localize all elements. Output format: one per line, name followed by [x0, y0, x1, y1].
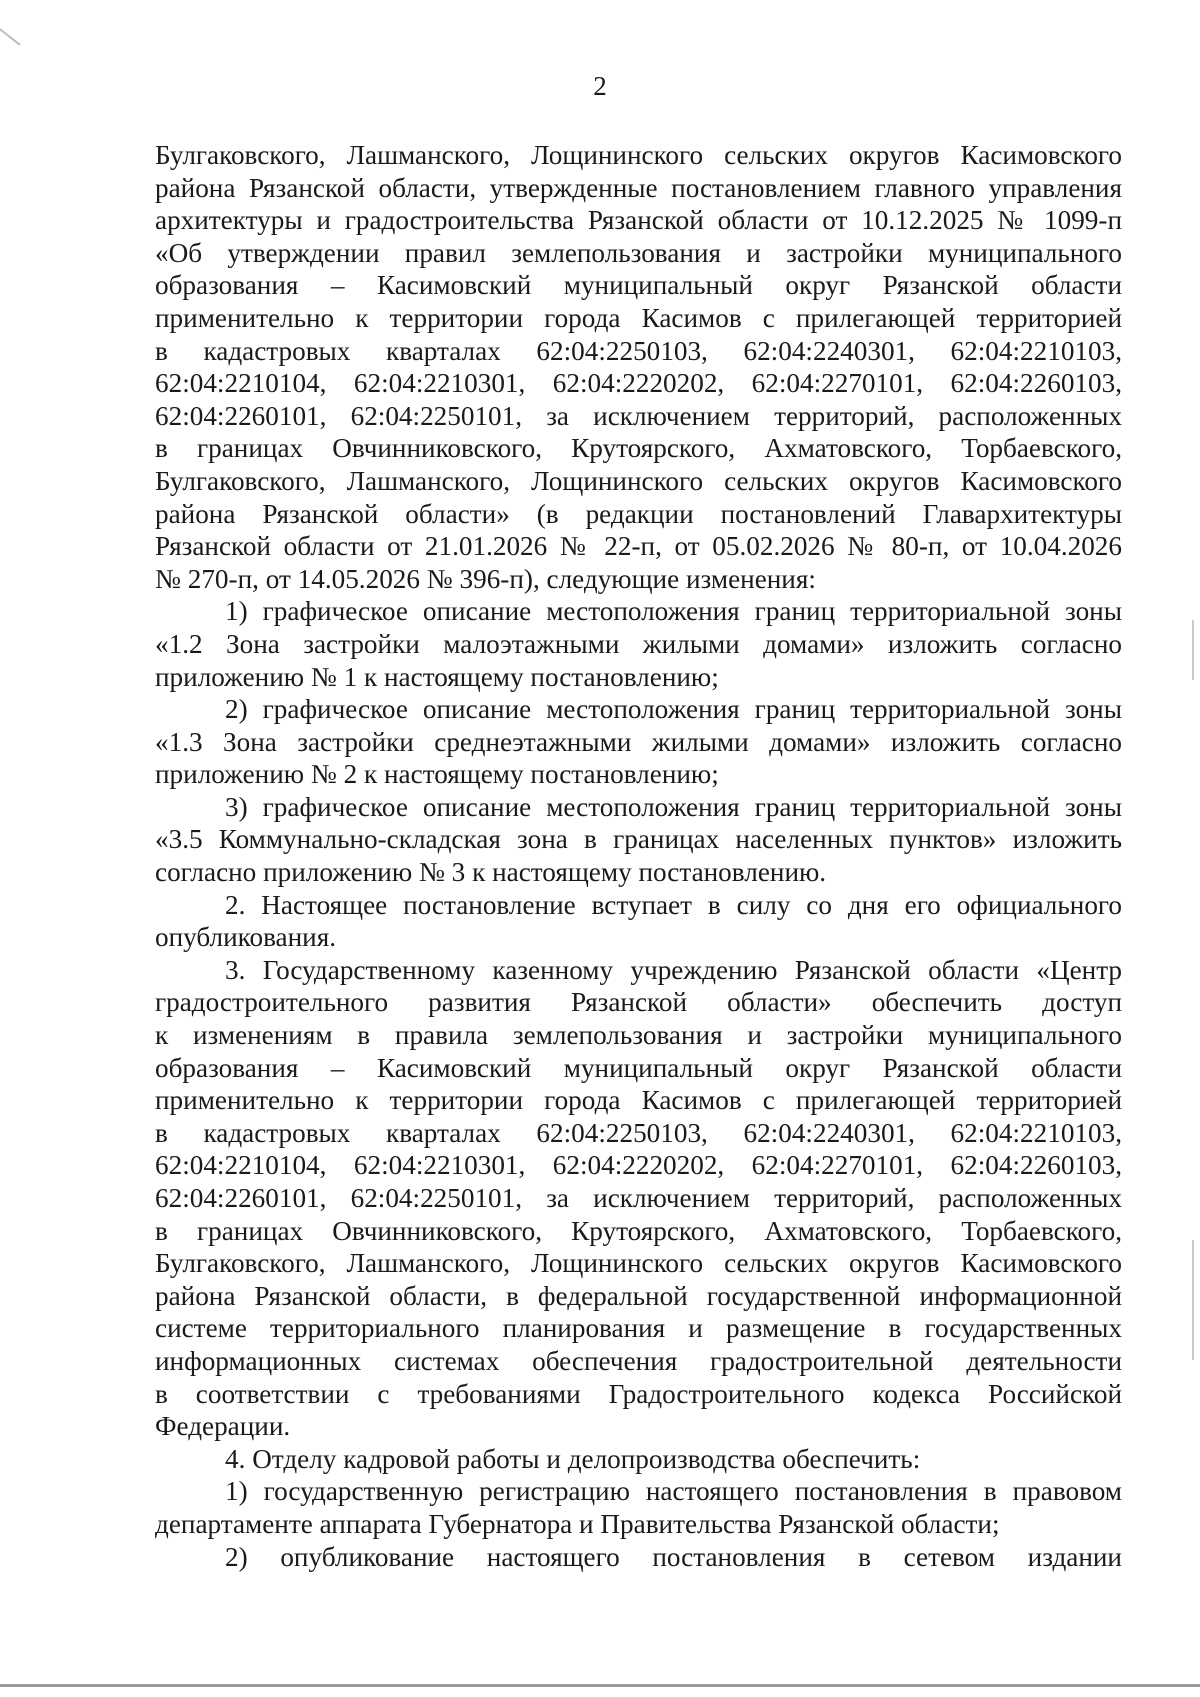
- text-line: в кадастровых кварталах 62:04:2250103, 62:04:2240301, 62:04:2210103,: [155, 1117, 1122, 1148]
- page-bottom-edge: [0, 1684, 1200, 1687]
- text-line: приложению № 1 к настоящему постановлению;: [155, 661, 719, 692]
- document-body: [155, 139, 1122, 1573]
- text-line: района Рязанской области, утвержденные постановлением главного управления: [155, 172, 1122, 203]
- text-line: приложению № 2 к настоящему постановлению;: [155, 759, 719, 790]
- text-line: района Рязанской области» (в редакции постановлений Главархитектуры: [155, 498, 1122, 529]
- text-line: 62:04:2260101, 62:04:2250101, за исключением территорий, расположенных: [155, 1183, 1122, 1213]
- text-line: образования – Касимовский муниципальный округ Рязанской области: [155, 270, 1122, 301]
- text-line: в границах Овчинниковского, Крутоярского, Ахматовского, Торбаевского,: [155, 1215, 1122, 1246]
- numbered-paragraph: 2. Настоящее постановление вступает в силу со дня его официального: [225, 889, 1122, 920]
- text-line: информационных системах обеспечения градостроительной деятельности: [155, 1345, 1122, 1376]
- text-line: в соответствии с требованиями Градостроительного кодекса Российской: [155, 1378, 1122, 1409]
- text-line: применительно к территории города Касимов с прилегающей территорией: [155, 1085, 1122, 1116]
- text-line: Рязанской области от 21.01.2026 № 22-п, от 05.02.2026 № 80-п, от 10.04.2026: [155, 531, 1122, 562]
- text-line: в границах Овчинниковского, Крутоярского, Ахматовского, Торбаевского,: [155, 433, 1122, 464]
- scan-artifact: [1192, 1240, 1194, 1360]
- text-line: района Рязанской области, в федеральной государственной информационной: [155, 1280, 1122, 1311]
- text-line: 62:04:2260101, 62:04:2250101, за исключением территорий, расположенных: [155, 400, 1122, 431]
- text-line: образования – Касимовский муниципальный округ Рязанской области: [155, 1052, 1122, 1083]
- text-line: Булгаковского, Лашманского, Лощининского сельских округов Касимовского: [155, 140, 1122, 170]
- text-line: № 270-п, от 14.05.2026 № 396-п), следующие изменения:: [155, 563, 816, 594]
- scan-artifact: [0, 28, 20, 46]
- scan-artifact: [1192, 620, 1194, 680]
- list-item: 3) графическое описание местоположения границ территориальной зоны: [225, 791, 1122, 822]
- text-line: Булгаковского, Лашманского, Лощининского сельских округов Касимовского: [155, 465, 1122, 496]
- numbered-paragraph: 3. Государственному казенному учреждению Рязанской области «Центр: [225, 954, 1122, 985]
- text-line: архитектуры и градостроительства Рязанской области от 10.12.2025 № 1099-п: [155, 205, 1122, 236]
- text-line: системе территориального планирования и размещение в государственных: [155, 1313, 1122, 1344]
- text-line: «1.2 Зона застройки малоэтажными жилыми домами» изложить согласно: [155, 628, 1122, 659]
- numbered-paragraph: 4. Отделу кадровой работы и делопроизводства обеспечить:: [225, 1443, 921, 1474]
- list-item: 2) опубликование настоящего постановления в сетевом издании: [225, 1541, 1122, 1572]
- text-line: согласно приложению № 3 к настоящему постановлению.: [155, 857, 827, 888]
- text-line: 62:04:2210104, 62:04:2210301, 62:04:2220202, 62:04:2270101, 62:04:2260103,: [155, 368, 1122, 399]
- text-line: «1.3 Зона застройки среднеэтажными жилыми домами» изложить согласно: [155, 726, 1122, 757]
- list-item: 1) графическое описание местоположения границ территориальной зоны: [225, 596, 1122, 627]
- text-line: департаменте аппарата Губернатора и Правительства Рязанской области;: [155, 1508, 1000, 1539]
- text-line: к изменениям в правила землепользования и застройки муниципального: [155, 1020, 1122, 1051]
- text-line: 62:04:2210104, 62:04:2210301, 62:04:2220202, 62:04:2270101, 62:04:2260103,: [155, 1150, 1122, 1181]
- text-line: градостроительного развития Рязанской области» обеспечить доступ: [155, 987, 1122, 1018]
- text-line: в кадастровых кварталах 62:04:2250103, 62:04:2240301, 62:04:2210103,: [155, 335, 1122, 366]
- text-line: Федерации.: [155, 1411, 291, 1442]
- text-line: применительно к территории города Касимов с прилегающей территорией: [155, 302, 1122, 333]
- text-line: «Об утверждении правил землепользования и застройки муниципального: [155, 237, 1122, 268]
- list-item: 2) графическое описание местоположения границ территориальной зоны: [225, 694, 1122, 725]
- list-item: 1) государственную регистрацию настоящего постановления в правовом: [225, 1476, 1122, 1507]
- text-line: «3.5 Коммунально-складская зона в границах населенных пунктов» изложить: [155, 824, 1122, 855]
- text-line: опубликования.: [155, 922, 337, 953]
- page-number: 2: [593, 71, 607, 101]
- text-line: Булгаковского, Лашманского, Лощининского сельских округов Касимовского: [155, 1248, 1122, 1279]
